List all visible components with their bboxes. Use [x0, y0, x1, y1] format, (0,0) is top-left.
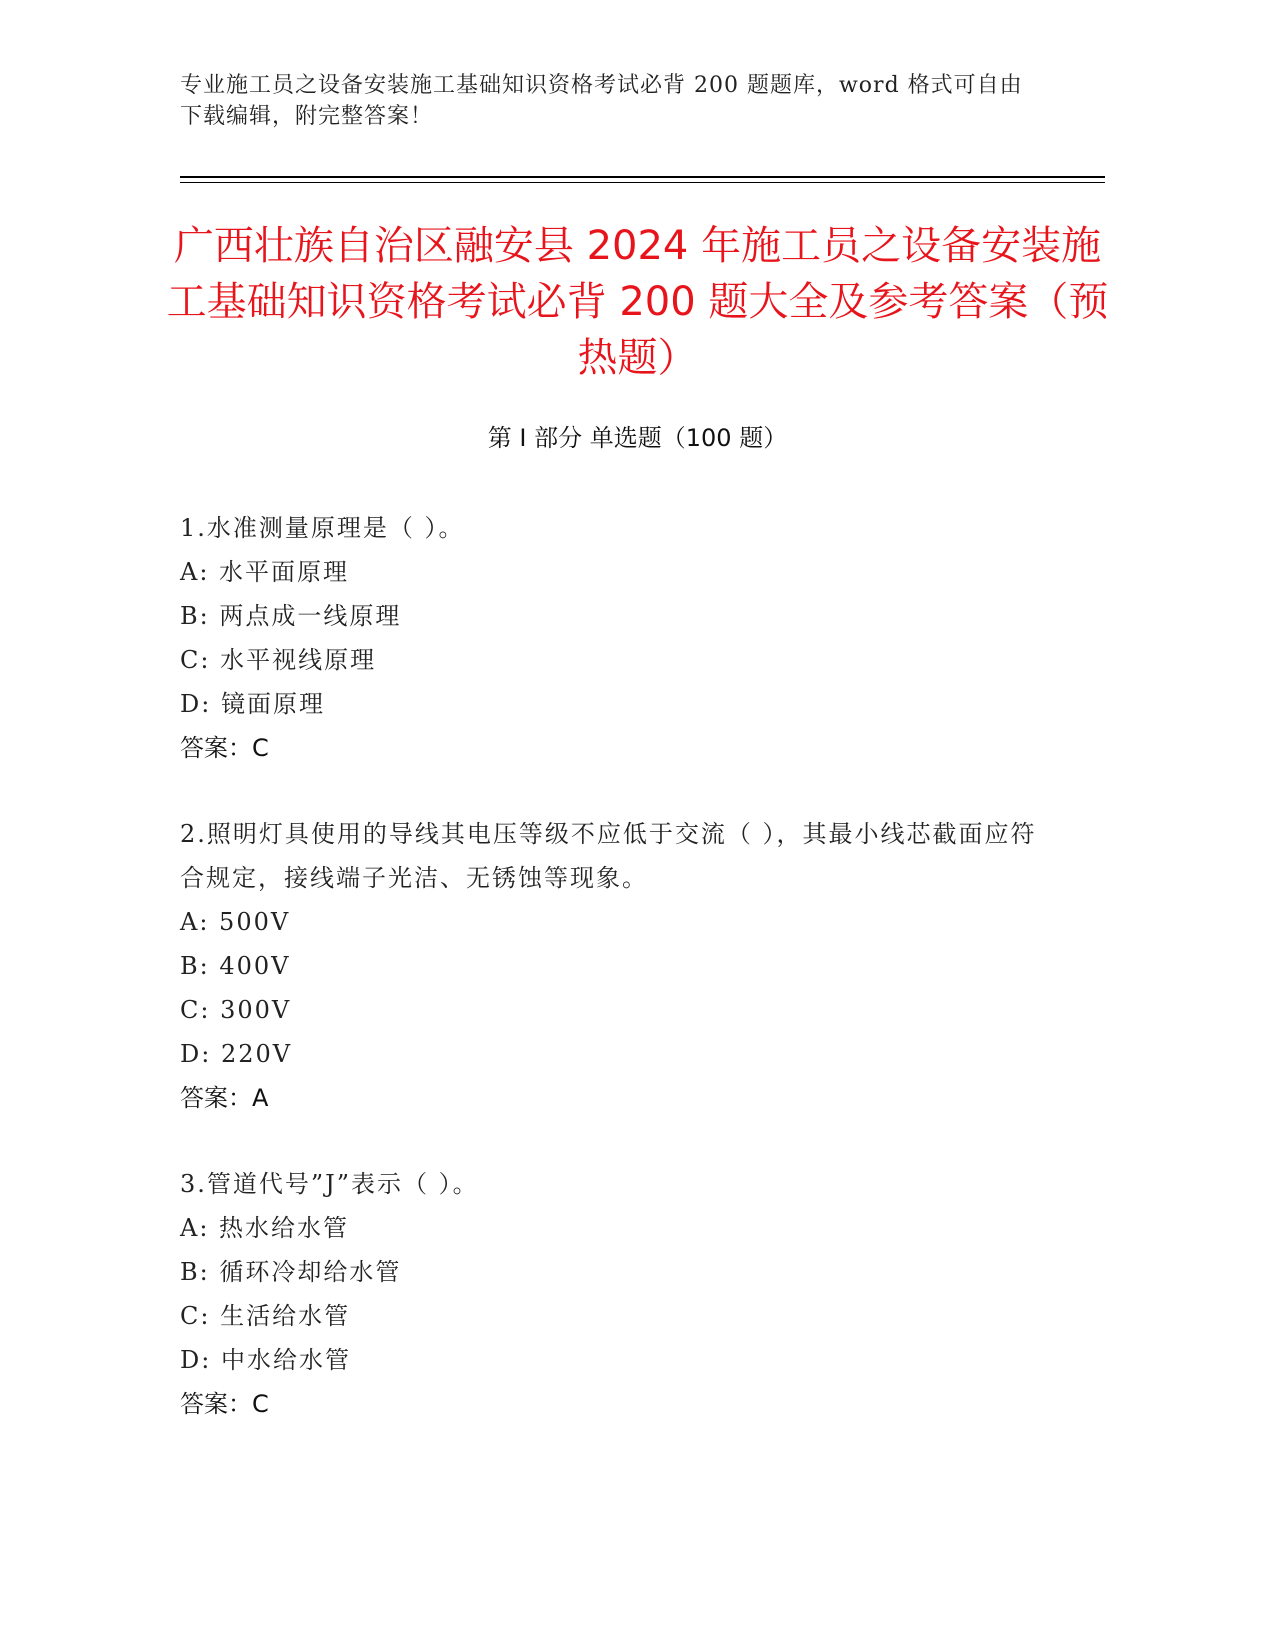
- question-stem: 1.水准测量原理是（ ）。: [180, 514, 465, 542]
- question-1: [180, 506, 1060, 770]
- option-b: B: 循环冷却给水管: [180, 1258, 402, 1286]
- question-list: [180, 506, 1060, 1468]
- option-b: B: 两点成一线原理: [180, 602, 402, 630]
- question-stem: 3.管道代号”J”表示（ ）。: [180, 1170, 479, 1198]
- section-heading: 第 I 部分 单选题（100 题）: [487, 424, 788, 452]
- option-a: A: 水平面原理: [180, 558, 350, 586]
- option-d: D: 镜面原理: [180, 690, 325, 718]
- answer-line: 答案：C: [180, 1390, 269, 1418]
- option-b: B: 400V: [180, 952, 291, 980]
- option-a: A: 热水给水管: [180, 1214, 350, 1242]
- document-title: 广西壮族自治区融安县 2024 年施工员之设备安装施工基础知识资格考试必背 200 题大全及参考答案（预热题）: [166, 223, 1109, 381]
- header-divider-thick: [180, 176, 1105, 178]
- option-a: A: 500V: [180, 908, 291, 936]
- question-2: [180, 812, 1060, 1120]
- answer-line: 答案：A: [180, 1084, 269, 1112]
- option-d: D: 220V: [180, 1040, 293, 1068]
- answer-line: 答案：C: [180, 734, 269, 762]
- option-c: C: 水平视线原理: [180, 646, 377, 674]
- header-divider-thin: [180, 182, 1105, 183]
- option-c: C: 300V: [180, 996, 292, 1024]
- question-stem: 2.照明灯具使用的导线其电压等级不应低于交流（ ），其最小线芯截面应符合规定，接线端子光洁、无锈蚀等现象。: [180, 820, 1037, 892]
- option-d: D: 中水给水管: [180, 1346, 351, 1374]
- header-note: 专业施工员之设备安装施工基础知识资格考试必背 200 题题库，word 格式可自由下载编辑，附完整答案！: [180, 73, 1023, 129]
- option-c: C: 生活给水管: [180, 1302, 351, 1330]
- question-3: [180, 1162, 1060, 1426]
